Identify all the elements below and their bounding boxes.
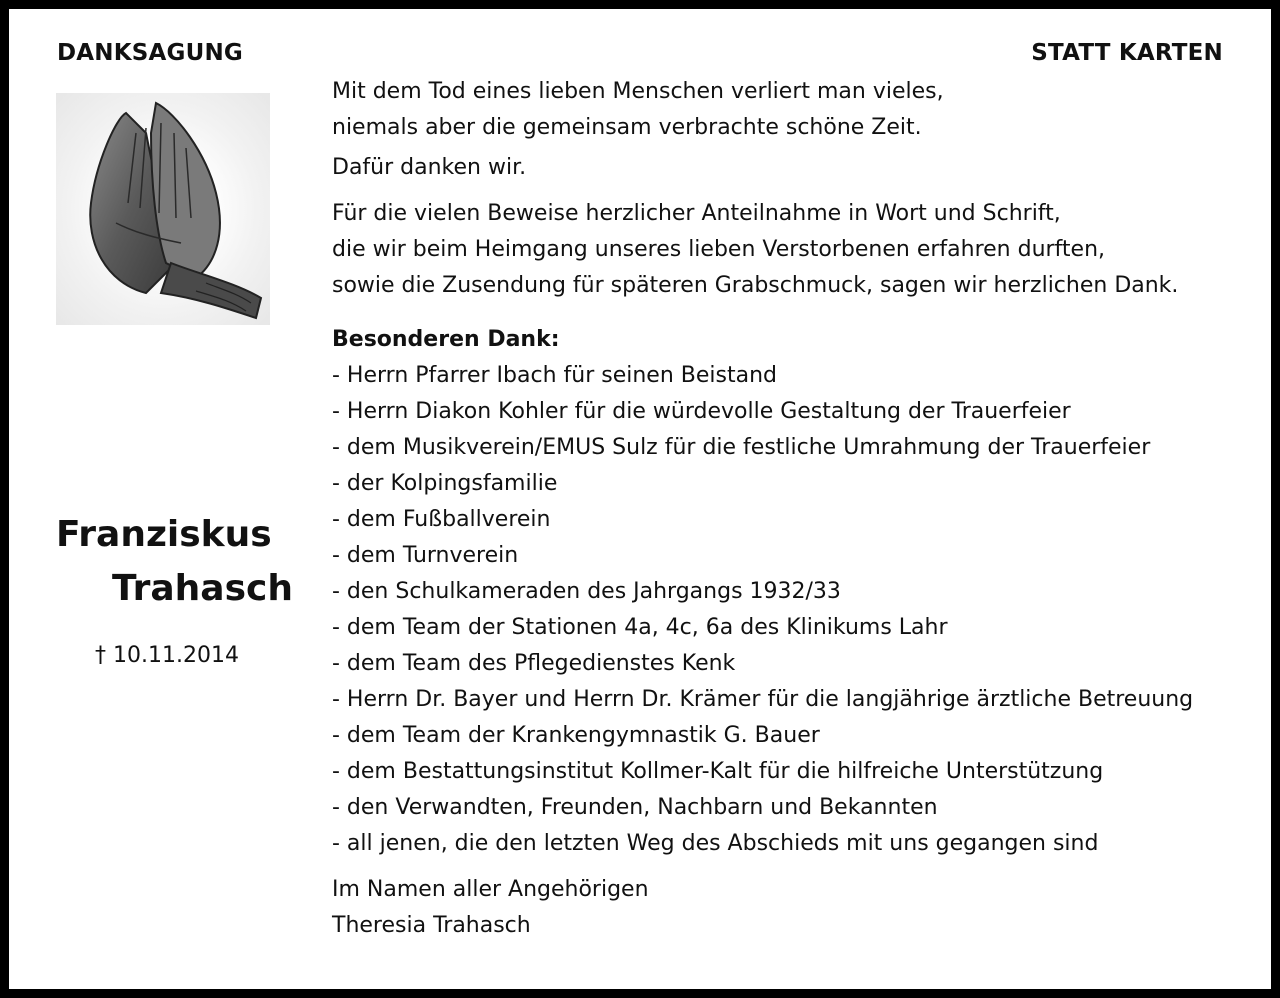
special-thanks-item: - dem Team der Stationen 4a, 4c, 6a des Klinikums Lahr	[332, 615, 948, 640]
deceased-last-name: Trahasch	[112, 568, 293, 609]
closing-line: Im Namen aller Angehörigen	[332, 877, 649, 902]
thanks-line: die wir beim Heimgang unseres lieben Verstorbenen erfahren durften,	[332, 237, 1106, 262]
special-thanks-item: - der Kolpingsfamilie	[332, 471, 558, 496]
special-thanks-item: - all jenen, die den letzten Weg des Abschieds mit uns gegangen sind	[332, 831, 1099, 856]
special-thanks-item: - dem Musikverein/EMUS Sulz für die festliche Umrahmung der Trauerfeier	[332, 435, 1151, 460]
death-date: † 10.11.2014	[95, 643, 239, 668]
special-thanks-item: - dem Team des Pflegedienstes Kenk	[332, 651, 736, 676]
thanks-line: Für die vielen Beweise herzlicher Anteilnahme in Wort und Schrift,	[332, 201, 1061, 226]
special-thanks-item: - dem Bestattungsinstitut Kollmer-Kalt für die hilfreiche Unterstützung	[332, 759, 1104, 784]
special-thanks-item: - Herrn Diakon Kohler für die würdevolle Gestaltung der Trauerfeier	[332, 399, 1071, 424]
special-thanks-item: - Herrn Pfarrer Ibach für seinen Beistand	[332, 363, 777, 388]
text-column	[332, 74, 1193, 944]
thanks-line: sowie die Zusendung für späteren Grabschmuck, sagen wir herzlichen Dank.	[332, 273, 1179, 298]
praying-hands-icon	[56, 93, 270, 325]
special-thanks-item: - dem Fußballverein	[332, 507, 551, 532]
intro-line: niemals aber die gemeinsam verbrachte schöne Zeit.	[332, 115, 922, 140]
special-thanks-item: - dem Team der Krankengymnastik G. Bauer	[332, 723, 820, 748]
signature: Theresia Trahasch	[332, 913, 531, 938]
deceased-first-name: Franziskus	[56, 514, 272, 555]
intro-line: Mit dem Tod eines lieben Menschen verliert man vieles,	[332, 79, 944, 104]
heading-statt-karten: STATT KARTEN	[1031, 40, 1223, 66]
intro-line: Dafür danken wir.	[332, 155, 527, 180]
special-thanks-item: - dem Turnverein	[332, 543, 519, 568]
special-thanks-item: - den Verwandten, Freunden, Nachbarn und Bekannten	[332, 795, 938, 820]
special-thanks-title: Besonderen Dank:	[332, 327, 560, 352]
heading-danksagung: DANKSAGUNG	[57, 40, 244, 66]
special-thanks-item: - Herrn Dr. Bayer und Herrn Dr. Krämer für die langjährige ärztliche Betreuung	[332, 687, 1194, 712]
special-thanks-item: - den Schulkameraden des Jahrgangs 1932/33	[332, 579, 841, 604]
